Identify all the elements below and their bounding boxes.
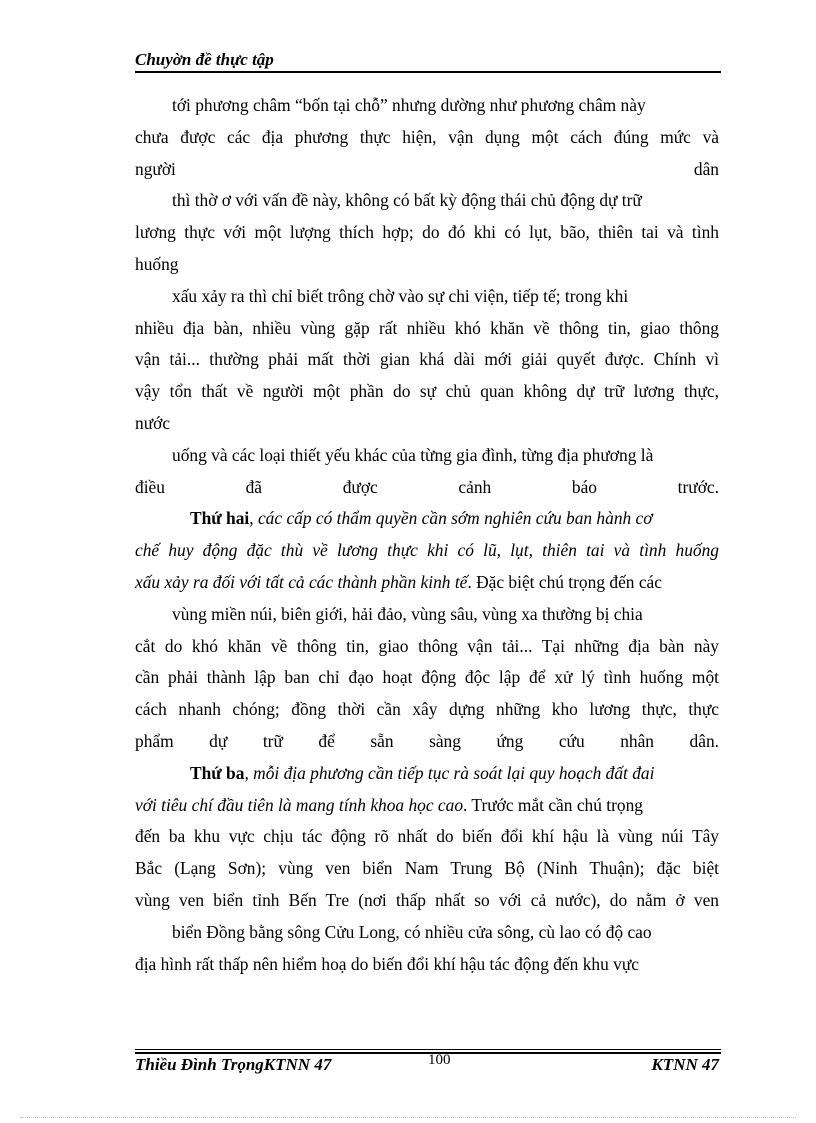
italic-text: với tiêu chí đầu tiên là mang tính khoa học cao <box>135 794 464 815</box>
footer-rule <box>135 1049 721 1050</box>
page-header-title: Chuyờn đề thực tập <box>135 50 274 69</box>
body-line: điều đã được cảnh báo trước. <box>135 476 719 497</box>
body-line: phẩm dự trữ để sẵn sàng ứng cứu nhân dân. <box>135 730 719 751</box>
body-line <box>135 758 719 790</box>
body-line <box>135 567 719 599</box>
page-edge <box>20 1117 796 1118</box>
body-text: . Trước mắt cần chú trọng <box>463 794 643 815</box>
footer-class: KTNN 47 <box>651 1055 719 1074</box>
italic-text: xấu xảy ra đối với tất cả các thành phần kinh tế <box>135 571 468 592</box>
italic-text: chế huy động đặc thù về lương thực khi có lũ, lụt, thiên tai và tình huống <box>135 540 719 561</box>
body-line: tới phương châm “bốn tại chỗ” nhưng dường như phương châm này <box>172 95 646 115</box>
section-heading: Thứ ba <box>190 762 245 783</box>
section-heading: Thứ hai <box>190 508 250 529</box>
body-line: địa hình rất thấp nên hiểm hoạ do biến đổi khí hậu tác động đến khu vực <box>135 953 639 974</box>
body-line: uống và các loại thiết yếu khác của từng gia đình, từng địa phương là <box>172 444 654 465</box>
body-line: nước <box>135 412 171 433</box>
body-line: Bắc (Lạng Sơn); vùng ven biển Nam Trung Bộ (Ninh Thuận); đặc biệt <box>135 858 719 879</box>
body-line: cách nhanh chóng; đồng thời cần xây dựng những kho lương thực, thực <box>135 699 719 720</box>
body-line <box>135 503 719 535</box>
body-text: . Đặc biệt chú trọng đến các <box>467 571 662 592</box>
body-line: đến ba khu vực chịu tác động rõ nhất do biến đổi khí hậu là vùng núi Tây <box>135 826 719 847</box>
body-line: chưa được các địa phương thực hiện, vận dụng một cách đúng mức và <box>135 126 719 147</box>
header-rule <box>135 71 721 73</box>
body-line <box>135 154 719 186</box>
body-line: nhiều địa bàn, nhiều vùng gặp rất nhiều khó khăn về thông tin, giao thông <box>135 317 719 338</box>
body-line: huống <box>135 253 179 274</box>
italic-text: , mỗi địa phương cần tiếp tục rà soát lại quy hoạch đất đai <box>244 762 655 783</box>
body-line: cần phải thành lập ban chỉ đạo hoạt động độc lập để xử lý tình huống một <box>135 667 719 688</box>
body-line <box>135 535 719 567</box>
body-line: vùng ven biển tỉnh Bến Tre (nơi thấp nhất so với cả nước), do nằm ở ven <box>135 889 719 910</box>
italic-text: , các cấp có thẩm quyền cần sớm nghiên cứu ban hành cơ <box>249 508 653 529</box>
body-line <box>135 790 719 822</box>
page-number: 100 <box>428 1052 451 1068</box>
document-body <box>135 90 719 980</box>
body-line: xấu xảy ra thì chỉ biết trông chờ vào sự chi viện, tiếp tế; trong khi <box>172 285 629 306</box>
body-line: vậy tổn thất về người một phần do sự chủ quan không dự trữ lương thực, <box>135 381 719 402</box>
body-line: vùng miền núi, biên giới, hải đảo, vùng sâu, vùng xa thường bị chia <box>172 603 643 624</box>
body-line: vận tải... thường phải mất thời gian khá dài mới giải quyết được. Chính vì <box>135 349 719 370</box>
footer-author: Thiều Đình TrọngKTNN 47 <box>135 1055 332 1074</box>
body-word: người <box>135 158 176 179</box>
body-line: thì thờ ơ với vấn đề này, không có bất kỳ động thái chủ động dự trữ <box>172 190 642 211</box>
body-line: lương thực với một lượng thích hợp; do đó khi có lụt, bão, thiên tai và tình <box>135 222 719 243</box>
body-line: cắt do khó khăn về thông tin, giao thông vận tải... Tại những địa bàn này <box>135 635 719 656</box>
body-line: biển Đồng bằng sông Cửu Long, có nhiều cửa sông, cù lao có độ cao <box>172 921 652 942</box>
body-word: dân <box>693 158 719 179</box>
